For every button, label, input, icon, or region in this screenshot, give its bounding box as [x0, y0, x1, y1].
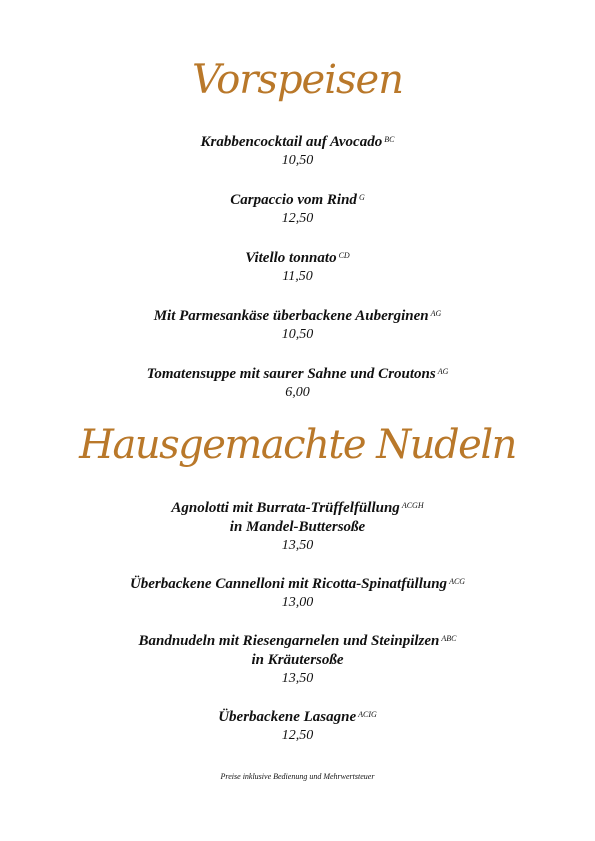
menu-item-price: 13,00 — [281, 595, 314, 610]
allergen-codes: ACG — [449, 577, 466, 586]
allergen-codes: AG — [430, 309, 442, 318]
allergen-codes: CD — [338, 251, 350, 260]
allergen-codes: BC — [384, 135, 395, 144]
menu-item-name: Bandnudeln mit Riesengarnelen und Steinpilzen $^{ABC}$ — [138, 633, 457, 649]
footer-note: Preise inklusive Bedienung und Mehrwertsteuer — [220, 772, 375, 781]
menu-item-price: 10,50 — [281, 327, 314, 342]
menu-item-name-line2: in Kräutersoße — [251, 652, 344, 668]
nudeln-list — [0, 496, 595, 745]
menu-item-name: Carpaccio vom Rind $^G$ — [230, 192, 365, 208]
menu-item — [0, 304, 595, 344]
menu-item-name: Überbackene Cannelloni mit Ricotta-Spinatfüllung $^{ACG}$ — [129, 576, 466, 592]
allergen-codes: ABC — [441, 634, 457, 643]
menu-item-price: 6,00 — [285, 385, 310, 400]
menu-item-name-line2: in Mandel-Buttersoße — [229, 519, 366, 535]
menu-item-price: 12,50 — [281, 728, 314, 743]
menu-item — [0, 130, 595, 170]
menu-item — [0, 629, 595, 688]
menu-item-name: Vitello tonnato $^{CD}$ — [245, 250, 350, 266]
allergen-codes: ACIG — [358, 710, 377, 719]
allergen-codes: ACGH — [401, 501, 424, 510]
section-title-vorspeisen: Vorspeisen — [192, 57, 403, 103]
menu-item — [0, 246, 595, 286]
menu-item-name: Mit Parmesankäse überbackene Auberginen $^{AG}$ — [153, 308, 442, 324]
menu-item — [0, 496, 595, 555]
section-title-hausgemachte-nudeln: Hausgemachte Nudeln — [79, 422, 516, 468]
menu-item — [0, 188, 595, 228]
menu-item-price: 11,50 — [282, 269, 313, 284]
menu-item — [0, 572, 595, 612]
vorspeisen-list — [0, 130, 595, 402]
menu-item-price: 10,50 — [281, 153, 314, 168]
menu-item-name: Überbackene Lasagne $^{ACIG}$ — [218, 709, 377, 725]
menu-item-name: Krabbencocktail auf Avocado $^{BC}$ — [200, 134, 395, 150]
menu-item-price: 12,50 — [281, 211, 314, 226]
allergen-codes: G — [358, 193, 365, 202]
menu-item-name: Tomatensuppe mit saurer Sahne und Croutons $^{AG}$ — [146, 366, 449, 382]
menu-item-price: 13,50 — [281, 538, 314, 553]
menu-item-name: Agnolotti mit Burrata-Trüffelfüllung $^{ACGH}$ — [171, 500, 424, 516]
menu-item-price: 13,50 — [281, 671, 314, 686]
menu-item — [0, 705, 595, 745]
allergen-codes: AG — [437, 367, 449, 376]
menu-item — [0, 362, 595, 402]
